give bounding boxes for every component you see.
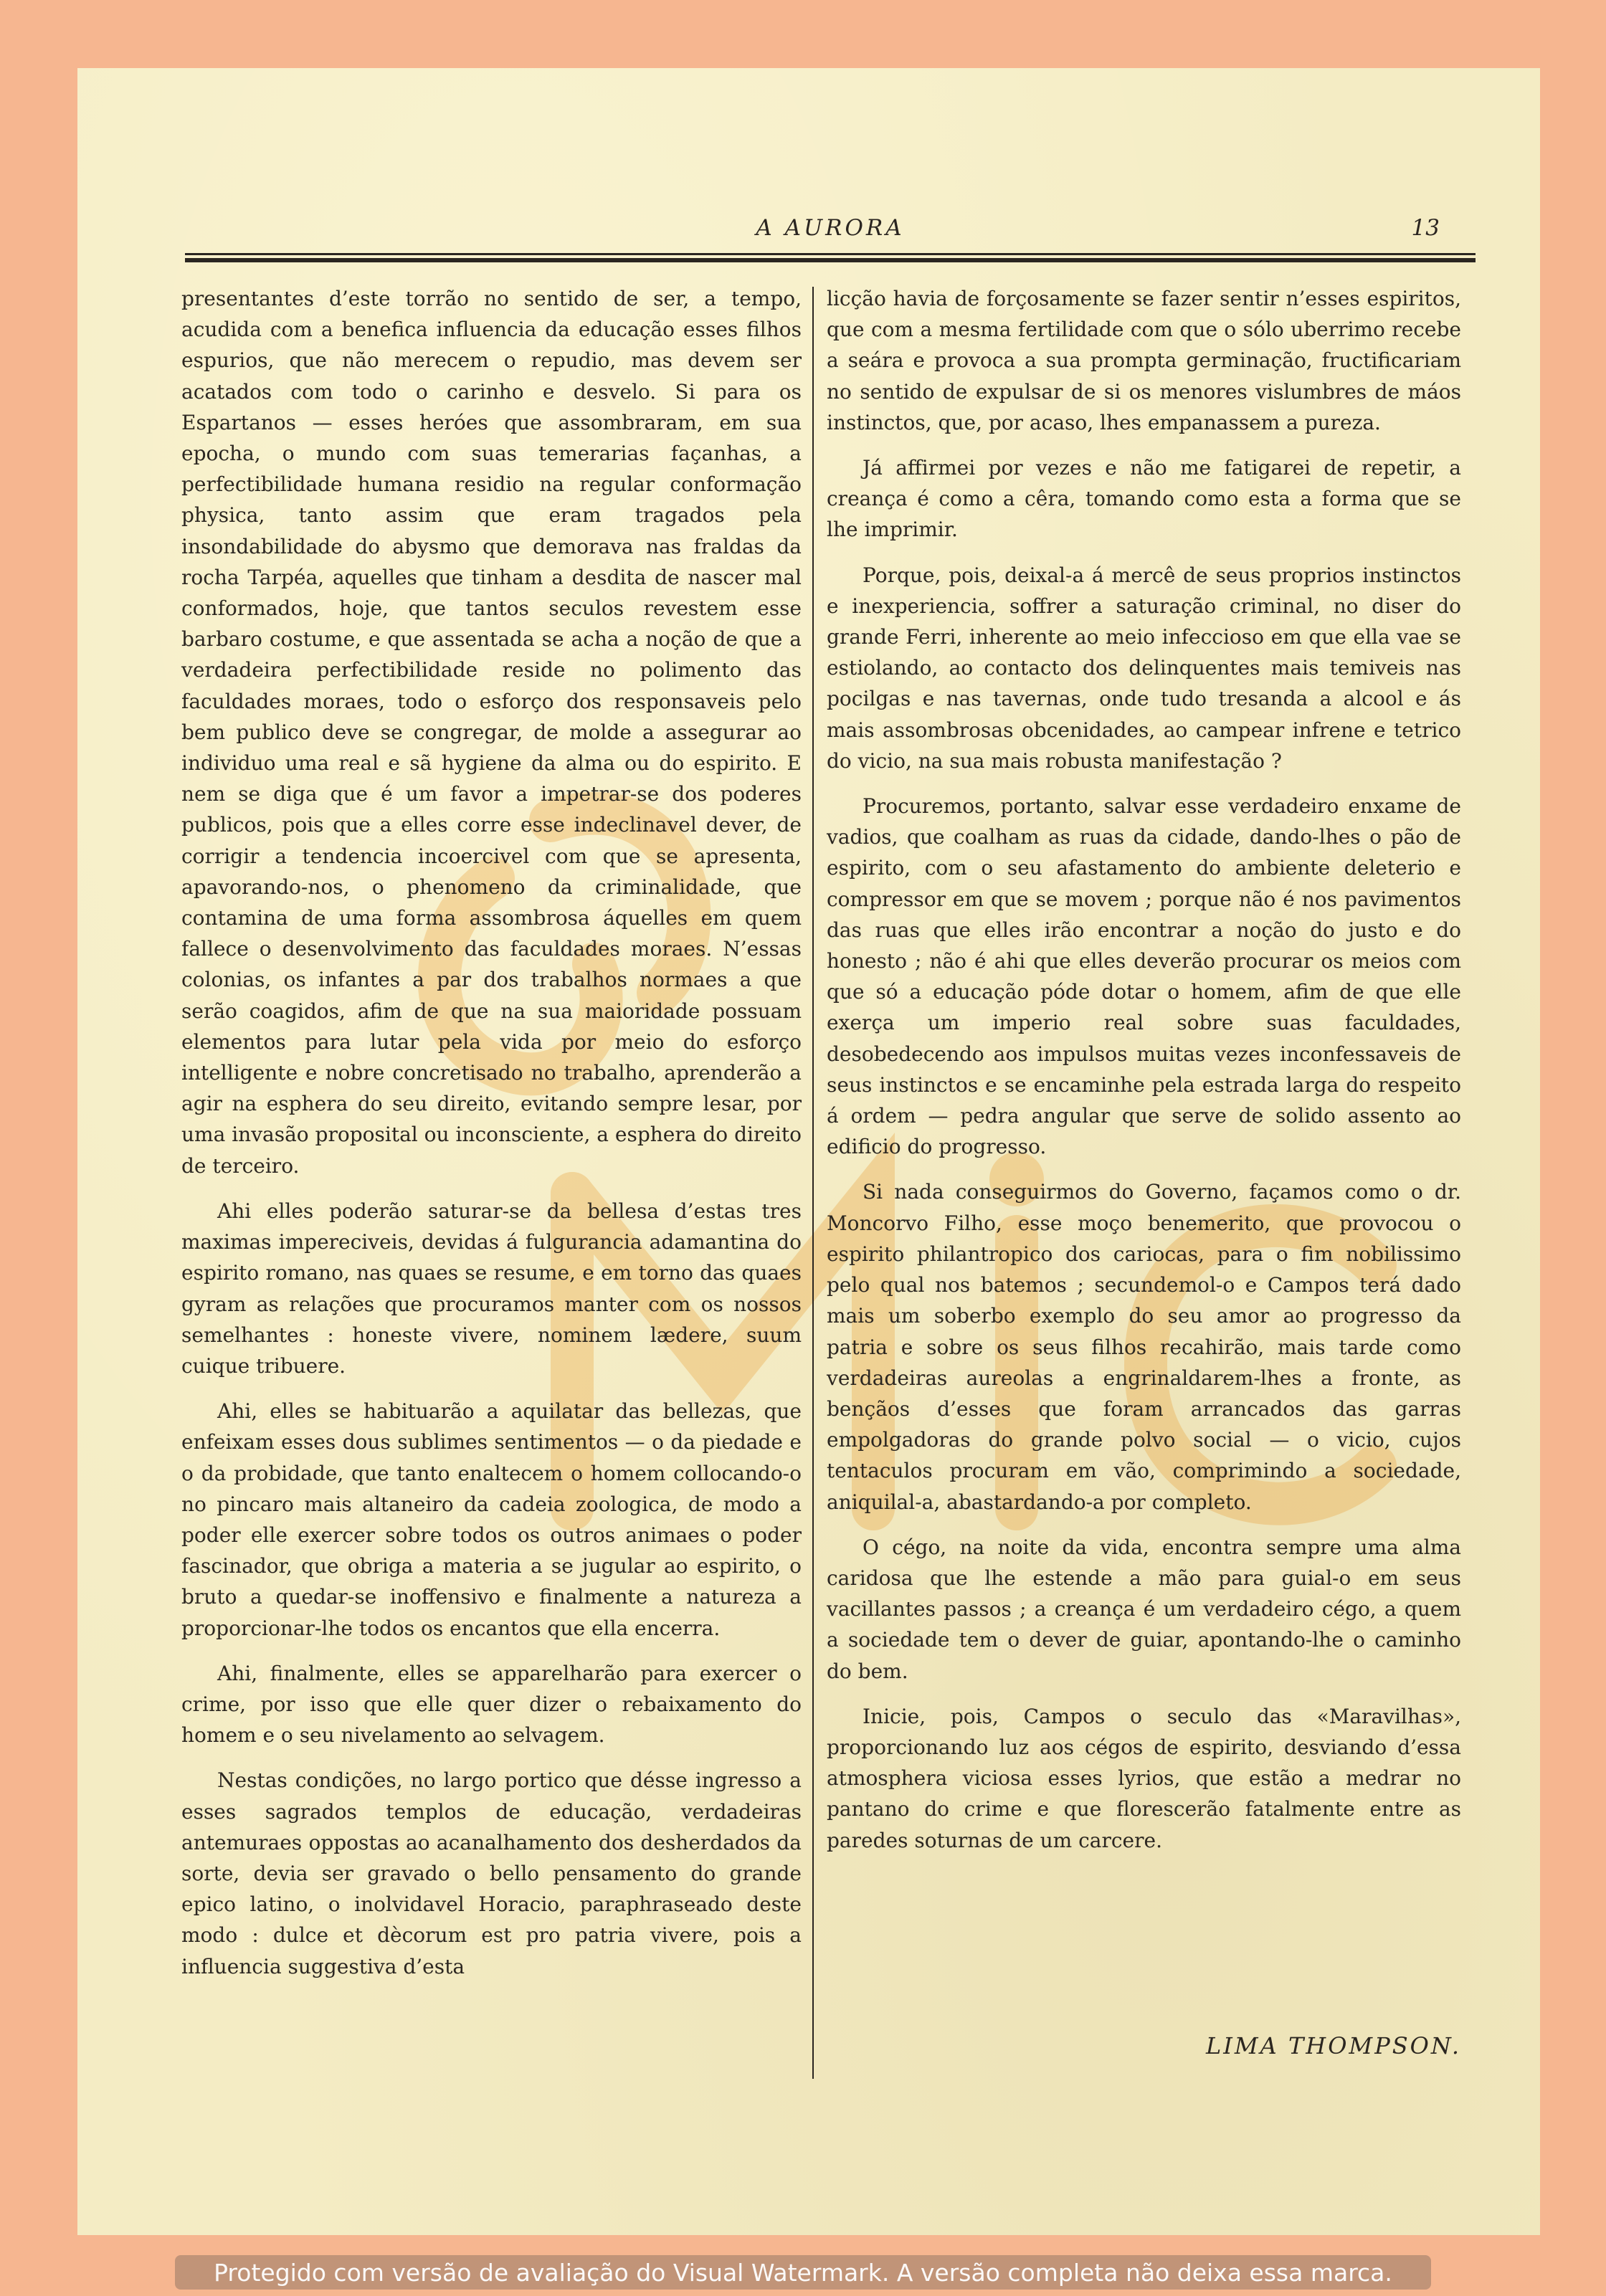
page-number: 13 — [1411, 215, 1440, 241]
paragraph: Ahi, elles se habituarão a aquilatar das bellezas, que enfeixam esses dous sublimes sentimentos — o da piedade e o da probidade, que tanto enaltecem o homem collocando-o no pincaro mais altaneiro da cadeia zoologica, de modo a poder elle exercer sobre todos os outros animaes o poder fascinador, que obriga a materia a se jugular ao espirito, o bruto a quedar-se inoffensivo e finalmente a natureza a proporcionar-lhe todos os encantos que ella encerra. — [181, 1399, 802, 1640]
paragraph: licção havia de forçosamente se fazer sentir n’esses espiritos, que com a mesma fertilidade com que o sólo uberrimo recebe a seára e provoca a sua prompta germinação, fructificariam no sentido de expulsar de si os menores vislumbres de máos instinctos, que, por acaso, lhes empanassem a pureza. — [827, 287, 1461, 434]
watermark-text: Protegido com versão de avaliação do Visual Watermark. A versão completa não deixa essa marca. — [214, 2259, 1392, 2287]
paragraph: Nestas condições, no largo portico que désse ingresso a esses sagrados templos de educação, verdadeiras antemuraes oppostas ao acanalhamento dos desherdados da sorte, devia ser gravado o bello pensamento do grande epico latino, o inolvidavel Horacio, paraphraseado deste modo : dulce et dècorum est pro patria vivere, pois a influencia suggestiva d’esta — [181, 1768, 802, 1978]
masthead-title: A AURORA — [756, 215, 905, 241]
right-column — [827, 283, 1461, 1856]
paragraph: Ahi elles poderão saturar-se da bellesa d’estas tres maximas impereciveis, devidas á fulgurancia adamantina do espirito romano, nas quaes se resume, e em torno das quaes gyram as relações que procuramos manter com os nossos semelhantes : honeste vivere, nominem lædere, suum cuique tribuere. — [181, 1199, 802, 1378]
paragraph: Porque, pois, deixal-a á mercê de seus proprios instinctos e inexperiencia, soffrer a saturação criminal, no diser do grande Ferri, inherente ao meio infeccioso em que ella vae se estiolando, ao contacto dos delinquentes mais temiveis nas pocilgas e nas tavernas, onde tudo tresanda a alcool e ás mais assombrosas obcenidades, ao campear infrene e tetrico do vicio, na sua mais robusta manifestação ? — [827, 563, 1461, 773]
header-rule-thick — [185, 258, 1476, 262]
left-column — [181, 283, 802, 1982]
column-divider — [812, 287, 814, 2079]
paragraph: Já affirmei por vezes e não me fatigarei de repetir, a creança é como a cêra, tomando como esta a forma que se lhe imprimir. — [827, 456, 1461, 542]
paragraph: O cégo, na noite da vida, encontra sempre uma alma caridosa que lhe estende a mão para guial-o em seus vacillantes passos ; a creança é um verdadeiro cégo, a quem a sociedade tem o dever de guiar, apontando-lhe o caminho do bem. — [827, 1535, 1461, 1683]
paragraph: Ahi, finalmente, elles se apparelharão para exercer o crime, por isso que elle quer dizer o rebaixamento do homem e o seu nivelamento ao selvagem. — [181, 1661, 802, 1748]
paragraph: Procuremos, portanto, salvar esse verdadeiro enxame de vadios, que coalham as ruas da cidade, dando-lhes o pão de espirito, com o seu afastamento do ambiente deleterio e compressor em que se movem ; porque não é nos pavimentos das ruas que elles irão encontrar a noção do justo e do honesto ; não é ahi que elles deverão procurar os meios com que só a educação póde dotar o homem, afim de que elle exerça um imperio real sobre suas faculdades, desobedecendo aos impulsos muitas vezes inconfessaveis de seus instinctos e se encaminhe pela estrada larga do respeito á ordem — pedra angular que serve de solido assento ao edificio do progresso. — [827, 794, 1461, 1159]
header-rule-thin — [185, 253, 1476, 255]
paragraph: presentantes d’este torrão no sentido de ser, a tempo, acudida com a benefica influencia da educação esses filhos espurios, que não merecem o repudio, mas devem ser acatados com todo o carinho e desvelo. Si para os Espartanos — esses heróes que assombraram, em sua epocha, o mundo com suas temerarias façanhas, a perfectibilidade humana residio na regular conformação physica, tanto assim que eram tragados pela insondabilidade do abysmo que demorava nas fraldas da rocha Tarpéa, aquelles que tinham a desdita de nascer mal conformados, hoje, que tantos seculos revestem esse barbaro costume, e que assentada se acha a noção de que a verdadeira perfectibilidade reside no polimento das faculdades moraes, todo o esforço dos responsaveis pelo bem publico deve se congregar, de molde a assegurar ao individuo uma real e sã hygiene da alma ou do espirito. E nem se diga que é um favor a impetrar-se dos poderes publicos, pois que a elles corre esse indeclinavel dever, de corrigir a tendencia incoercivel com que se apresenta, apavorando-nos, o phenomeno da criminalidade, que contamina de uma forma assombrosa áquelles em quem fallece o desenvolvimento das faculdades moraes. N’essas colonias, os infantes a par dos trabalhos normaes a que serão coagidos, afim de que na sua maioridade possuam elementos para lutar pela vida por meio do esforço intelligente e nobre concretisado no trabalho, aprenderão a agir na esphera do seu direito, evitando sempre lesar, por uma invasão proposital ou inconsciente, a esphera do direito de terceiro. — [181, 287, 802, 1178]
newspaper-page — [77, 68, 1540, 2235]
paragraph: Si nada conseguirmos do Governo, façamos como o dr. Moncorvo Filho, esse moço benemerito, que provocou o espirito philantropico dos cariocas, para o fim nobilissimo pelo qual nos batemos ; secundemol-o e Campos terá dado mais um soberbo exemplo do seu amor ao progresso da patria e sobre os seus filhos recahirão, mais tarde como verdadeiras aureolas a engrinaldarem-lhes a fronte, as bençãos d’esses que foram arrancados das garras empolgadoras do grande polvo social — o vicio, cujos tentaculos procuram em vão, comprimindo a sociedade, aniquilal-a, abastardando-a por completo. — [827, 1180, 1461, 1514]
paragraph: Inicie, pois, Campos o seculo das «Maravilhas», proporcionando luz aos cégos de espirito, desviando d’essa atmosphera viciosa esses lyrios, que estão a medrar no pantano do crime e que florescerão fatalmente entre as paredes soturnas de um carcere. — [827, 1704, 1461, 1852]
author-signature: LIMA THOMPSON. — [1206, 2032, 1461, 2059]
page-header — [185, 215, 1476, 241]
